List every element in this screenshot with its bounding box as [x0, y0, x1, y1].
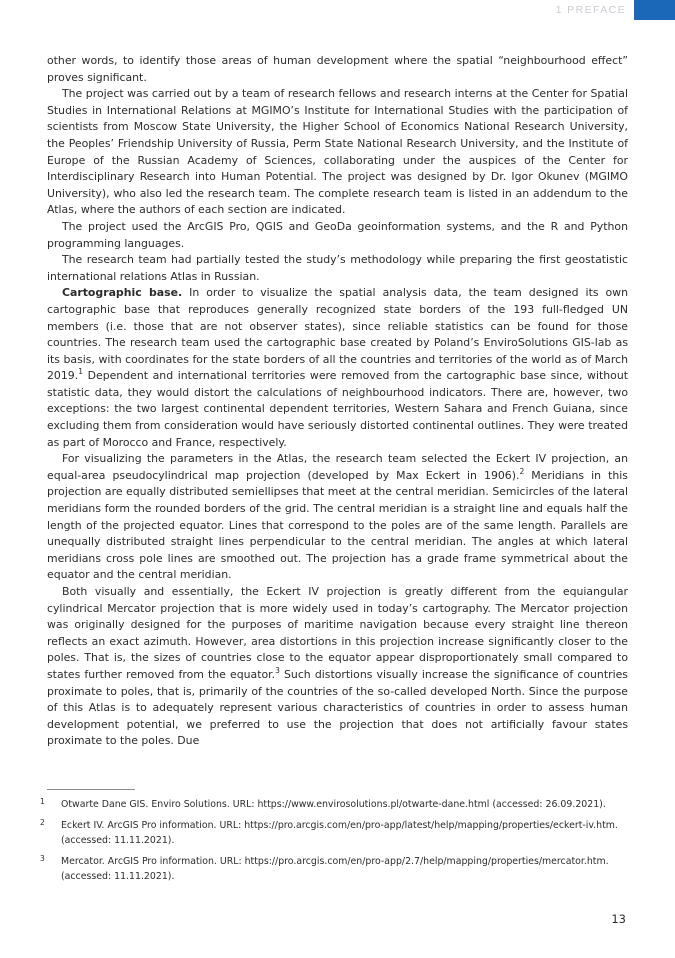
paragraph	[47, 451, 628, 584]
footnote	[40, 797, 630, 813]
footnote-text: Otwarte Dane GIS. Enviro Solutions. URL: https://www.envirosolutions.pl/otwarte-dane.html (accessed: 26.09.2021).	[61, 799, 606, 810]
paragraph-cartographic-base	[47, 285, 628, 451]
header-accent-bar	[634, 0, 675, 20]
paragraph	[47, 584, 628, 750]
footnote	[40, 854, 630, 885]
paragraph-text: Meridians in this projection are equally distributed semiellipses that meet at the central meridian. Semicircles of the lateral meridians form the rounded borders of the grid. The central meridian is a straight line and equals half the length of the projected equator. Lines that correspond to the poles are of the same length. Parallels are unequally distributed straight lines perpendicular to the central meridian. The angles at which lateral meridians cross pole lines are smoothed out. The projection has a grade frame symmetrical about the equator and the central meridian.	[47, 468, 628, 582]
paragraph-text: In order to visualize the spatial analysis data, the team designed its own cartographic base that reproduces generally recognized state borders of the 193 full-fledged UN members (i.e. those that are not observer states), since reliable statistics can be found for those countries. The research team used the cartographic base created by Poland’s EnviroSolutions GIS-lab as its basis, with coordinates for the state borders of all the countries and territories of the world as of March 2019.	[47, 286, 628, 383]
page-number: 13	[611, 912, 626, 926]
paragraph-text: For visualizing the parameters in the Atlas, the research team selected the Eckert IV projection, an equal-area pseudocylindrical map projection (developed by Max Eckert in 1906).	[47, 452, 628, 482]
paragraph: The project was carried out by a team of research fellows and research interns at the Center for Spatial Studies in International Relations at MGIMO’s Institute for International Studies with the participation of scientists from Moscow State University, the Higher School of Economics National Research University, the Peoples’ Friendship University of Russia, Perm State National Research University, and the Institute of Europe of the Russian Academy of Sciences, collaborating under the auspices of the Center for Interdisciplinary Research into Human Potential. The project was designed by Dr. Igor Okunev (MGIMO University), who also led the research team. The complete research team is listed in an addendum to the Atlas, where the authors of each section are indicated.	[47, 87, 628, 217]
paragraph: The research team had partially tested the study’s methodology while preparing the first geostatistic international relations Atlas in Russian.	[47, 253, 628, 283]
section-label: 1 PREFACE	[555, 4, 626, 16]
footnote-ref[interactable]: 2	[519, 466, 525, 476]
footnotes	[40, 797, 630, 890]
paragraph-text: Both visually and essentially, the Eckert IV projection is greatly different from the equiangular cylindrical Mercator projection that is more widely used in today’s cartography. The Mercator projection was originally designed for the purposes of maritime navigation because every straight line thereon reflects an exact azimuth. However, area distortions in this projection increase significantly closer to the poles. That is, the sizes of countries close to the equator appear disproportionately small compared to states further removed from the equator.	[47, 585, 628, 681]
footnote-ref[interactable]: 1	[78, 367, 83, 377]
footnote-number: 2	[40, 817, 45, 827]
footnote-number: 3	[40, 853, 45, 863]
footnote-text: Mercator. ArcGIS Pro information. URL: https://pro.arcgis.com/en/pro-app/2.7/help/mapping/properties/mercator.htm. (accessed: 11.11.2021).	[61, 855, 609, 882]
footnote-ref[interactable]: 3	[275, 665, 280, 675]
paragraph-text: Such distortions visually increase the significance of countries proximate to poles, that is, primarily of the countries of the so-called developed North. Since the purpose of this Atlas is to adequately represent various characteristics of countries in order to assess human development potential, we preferred to use the projection that does not artificially favour states proximate to the poles. Due	[47, 667, 628, 748]
footnote-number: 1	[40, 797, 45, 806]
running-header	[556, 0, 675, 20]
body-text	[47, 53, 628, 750]
run-in-heading: Cartographic base.	[62, 286, 183, 300]
paragraph: other words, to identify those areas of human development where the spatial “neighbourhood effect” proves significant.	[47, 54, 628, 84]
footnote	[40, 818, 630, 849]
footnote-divider	[47, 789, 135, 790]
paragraph: The project used the ArcGIS Pro, QGIS and GeoDa geoinformation systems, and the R and Python programming languages.	[47, 219, 628, 250]
footnote-text: Eckert IV. ArcGIS Pro information. URL: https://pro.arcgis.com/en/pro-app/latest/help/mapping/properties/eckert-iv.htm. (accessed: 11.11.2021).	[61, 819, 618, 846]
paragraph-text: Dependent and international territories were removed from the cartographic base since, without statistic data, they would distort the calculations of neighbourhood indicators. There are, however, two exceptions: the two largest continental dependent territories, Western Sahara and French Guiana, since excluding them from consideration would have seriously distorted continental outlines. They were treated as part of Morocco and France, respectively.	[47, 369, 628, 449]
